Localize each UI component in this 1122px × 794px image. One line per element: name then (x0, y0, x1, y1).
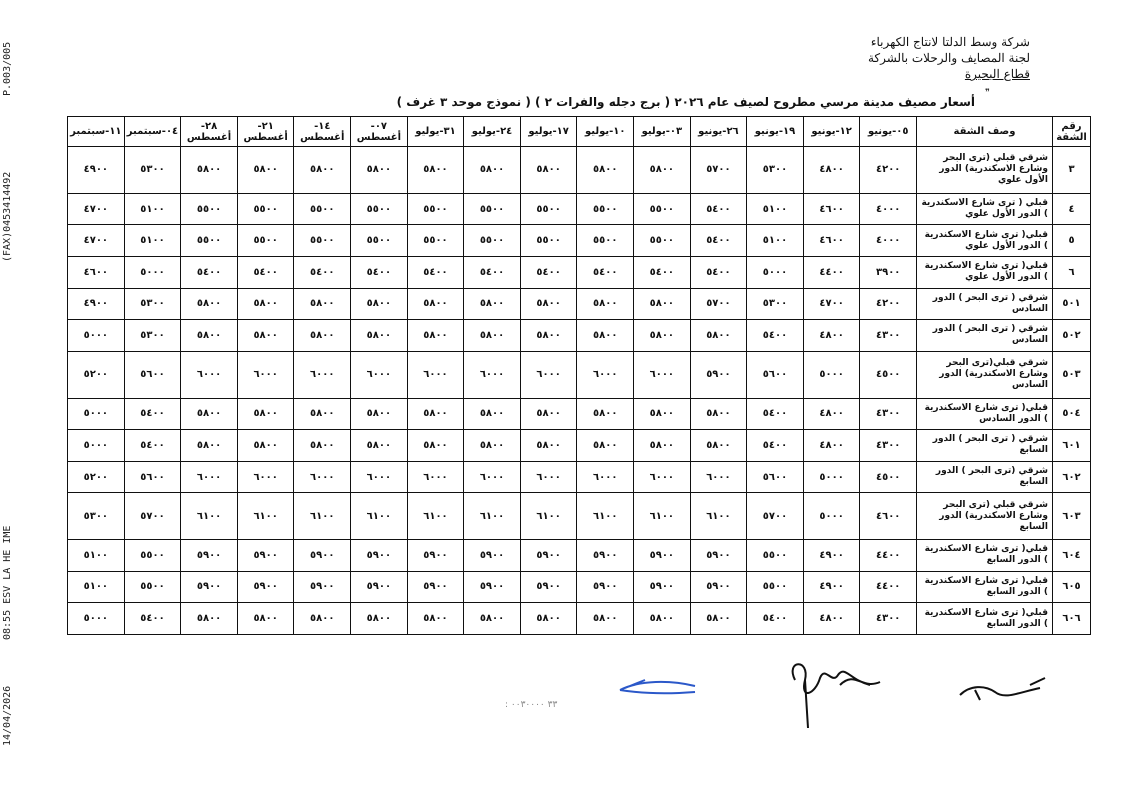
price-cell: ٤٦٠٠ (68, 256, 125, 288)
table-row (68, 147, 1091, 194)
price-cell: ٤٨٠٠ (803, 430, 860, 462)
price-cell: ٥٠٠٠ (747, 256, 804, 288)
price-cell: ٥٧٠٠ (747, 493, 804, 540)
price-cell: ٥٨٠٠ (181, 430, 238, 462)
price-cell: ٤٣٠٠ (860, 430, 917, 462)
price-cell: ٥٩٠٠ (181, 540, 238, 572)
price-cell: ٥٠٠٠ (124, 256, 181, 288)
price-cell: ٥٨٠٠ (237, 147, 294, 194)
table-row (68, 571, 1091, 603)
fax-number: (FAX)0453414492 (2, 171, 13, 262)
price-cell: ٥٠٠٠ (68, 603, 125, 635)
table-header-row (68, 117, 1091, 147)
price-cell: ٥٥٠٠ (181, 225, 238, 257)
price-cell: ٥٧٠٠ (690, 288, 747, 320)
price-cell: ٥٨٠٠ (577, 288, 634, 320)
price-cell: ٥٩٠٠ (464, 540, 521, 572)
price-cell: ٦١٠٠ (237, 493, 294, 540)
price-cell: ٦٠٠٠ (464, 351, 521, 398)
header-week-date: ١٧-يوليو (520, 117, 577, 147)
table-row (68, 320, 1091, 352)
price-cell: ٥٤٠٠ (124, 430, 181, 462)
price-cell: ٦٠٠٠ (577, 351, 634, 398)
price-cell: ٥٥٠٠ (634, 225, 691, 257)
price-cell: ٤٨٠٠ (803, 147, 860, 194)
price-cell: ٥٨٠٠ (181, 147, 238, 194)
price-cell: ٥٩٠٠ (577, 571, 634, 603)
price-cell: ٥٢٠٠ (68, 351, 125, 398)
sector-name: قطاع البحيرة (964, 67, 1030, 81)
price-cell: ٥٨٠٠ (634, 288, 691, 320)
price-cell: ٦١٠٠ (690, 493, 747, 540)
unit-number-cell: ٦٠٤ (1053, 540, 1091, 572)
table-row (68, 540, 1091, 572)
price-cell: ٥٤٠٠ (520, 256, 577, 288)
price-cell: ٥٥٠٠ (747, 571, 804, 603)
price-cell: ٦٠٠٠ (181, 461, 238, 493)
price-cell: ٤٤٠٠ (803, 256, 860, 288)
price-cell: ٥٨٠٠ (351, 430, 408, 462)
price-cell: ٥٨٠٠ (407, 398, 464, 430)
price-cell: ٥٨٠٠ (351, 398, 408, 430)
price-cell: ٥٥٠٠ (577, 225, 634, 257)
price-cell: ٥٥٠٠ (464, 225, 521, 257)
price-cell: ٥٨٠٠ (520, 603, 577, 635)
price-cell: ٥٨٠٠ (237, 320, 294, 352)
price-cell: ٥٨٠٠ (464, 430, 521, 462)
price-cell: ٤٣٠٠ (860, 398, 917, 430)
price-cell: ٦١٠٠ (181, 493, 238, 540)
price-cell: ٥٨٠٠ (577, 398, 634, 430)
price-cell: ٥٨٠٠ (464, 603, 521, 635)
letterhead (868, 34, 1030, 82)
unit-description-cell: شرقي (ترى البحر ) الدور السابع (917, 461, 1053, 493)
price-cell: ٥٨٠٠ (407, 430, 464, 462)
price-cell: ٥٩٠٠ (181, 571, 238, 603)
price-cell: ٥٨٠٠ (237, 603, 294, 635)
price-cell: ٥٨٠٠ (294, 147, 351, 194)
unit-description-cell: شرقي ( ترى البحر ) الدور السادس (917, 288, 1053, 320)
price-cell: ٥٣٠٠ (124, 147, 181, 194)
price-cell: ٤٤٠٠ (860, 540, 917, 572)
price-cell: ٦١٠٠ (520, 493, 577, 540)
price-cell: ٥١٠٠ (124, 225, 181, 257)
price-cell: ٥٤٠٠ (181, 256, 238, 288)
price-cell: ٤٥٠٠ (860, 351, 917, 398)
price-cell: ٥٥٠٠ (464, 193, 521, 225)
price-cell: ٥٤٠٠ (634, 256, 691, 288)
price-cell: ٥٨٠٠ (181, 603, 238, 635)
price-cell: ٥٨٠٠ (520, 430, 577, 462)
price-cell: ٤٩٠٠ (803, 571, 860, 603)
price-cell: ٥٩٠٠ (464, 571, 521, 603)
price-cell: ٤٩٠٠ (803, 540, 860, 572)
table-row (68, 193, 1091, 225)
price-cell: ٥٨٠٠ (407, 288, 464, 320)
price-cell: ٦٠٠٠ (634, 351, 691, 398)
price-cell: ٥٨٠٠ (407, 147, 464, 194)
unit-description-cell: قبلي( ترى شارع الاسكندرية ) الدور الأول علوي (917, 256, 1053, 288)
unit-description-cell: شرقي ( ترى البحر ) الدور السادس (917, 320, 1053, 352)
price-cell: ٥٥٠٠ (520, 225, 577, 257)
signature-center (793, 664, 880, 728)
faint-stamp-text: : ٣٣ ٠٠٣٠٠٠٠ (505, 700, 558, 710)
table-row (68, 430, 1091, 462)
unit-number-cell: ٦ (1053, 256, 1091, 288)
table-row (68, 351, 1091, 398)
price-cell: ٥٥٠٠ (634, 193, 691, 225)
price-cell: ٥٤٠٠ (690, 256, 747, 288)
header-week-date: ٢٦-يونيو (690, 117, 747, 147)
header-week-date: ٠٧-أغسطس (351, 117, 408, 147)
unit-number-cell: ٥ (1053, 225, 1091, 257)
price-cell: ٦٠٠٠ (237, 461, 294, 493)
price-cell: ٥٩٠٠ (690, 571, 747, 603)
price-cell: ٥١٠٠ (68, 540, 125, 572)
price-cell: ٤٢٠٠ (860, 147, 917, 194)
price-cell: ٤٦٠٠ (860, 493, 917, 540)
price-cell: ٥٩٠٠ (351, 571, 408, 603)
price-cell: ٥٤٠٠ (464, 256, 521, 288)
price-cell: ٥٩٠٠ (351, 540, 408, 572)
unit-number-cell: ٥٠٤ (1053, 398, 1091, 430)
price-cell: ٥٤٠٠ (747, 603, 804, 635)
table-row (68, 603, 1091, 635)
price-cell: ٥٨٠٠ (634, 320, 691, 352)
header-week-date: ١١-سبتمبر (68, 117, 125, 147)
price-cell: ٦١٠٠ (407, 493, 464, 540)
price-cell: ٥٥٠٠ (577, 193, 634, 225)
price-cell: ٥٤٠٠ (747, 430, 804, 462)
prices-table (67, 116, 1091, 635)
price-cell: ٥١٠٠ (124, 193, 181, 225)
price-cell: ٥٨٠٠ (464, 320, 521, 352)
unit-number-cell: ٦٠٢ (1053, 461, 1091, 493)
price-cell: ٥٨٠٠ (237, 430, 294, 462)
price-cell: ٥٨٠٠ (690, 320, 747, 352)
price-cell: ٥٤٠٠ (124, 603, 181, 635)
price-cell: ٥١٠٠ (747, 225, 804, 257)
table-row (68, 398, 1091, 430)
price-cell: ٥٨٠٠ (577, 147, 634, 194)
price-cell: ٦٠٠٠ (690, 461, 747, 493)
header-week-date: ٢٤-يوليو (464, 117, 521, 147)
price-cell: ٥٥٠٠ (351, 193, 408, 225)
table-row (68, 288, 1091, 320)
price-cell: ٤٨٠٠ (803, 603, 860, 635)
price-cell: ٤٩٠٠ (68, 147, 125, 194)
price-cell: ٥٠٠٠ (68, 430, 125, 462)
price-cell: ٥٩٠٠ (634, 571, 691, 603)
price-cell: ٥٤٠٠ (690, 193, 747, 225)
unit-number-cell: ٥٠٣ (1053, 351, 1091, 398)
price-cell: ٤٧٠٠ (803, 288, 860, 320)
header-week-date: ٣١-يوليو (407, 117, 464, 147)
price-cell: ٥٦٠٠ (124, 351, 181, 398)
price-cell: ٥٣٠٠ (747, 288, 804, 320)
price-cell: ٥٨٠٠ (634, 398, 691, 430)
price-cell: ٤٤٠٠ (860, 571, 917, 603)
price-cell: ٥٨٠٠ (520, 147, 577, 194)
price-cell: ٥٤٠٠ (294, 256, 351, 288)
header-week-date: ٢٨-أغسطس (181, 117, 238, 147)
price-cell: ٥٦٠٠ (747, 351, 804, 398)
price-cell: ٥٨٠٠ (351, 147, 408, 194)
price-cell: ٥٥٠٠ (407, 225, 464, 257)
price-cell: ٣٩٠٠ (860, 256, 917, 288)
header-week-date: ١٠-يوليو (577, 117, 634, 147)
price-cell: ٥٠٠٠ (68, 320, 125, 352)
fax-time: 08:55 ESV LA HE IME (2, 525, 13, 640)
price-cell: ٥٨٠٠ (237, 398, 294, 430)
price-cell: ٤٨٠٠ (803, 398, 860, 430)
committee-name: لجنة المصايف والرحلات بالشركة (867, 51, 1030, 65)
price-cell: ٥٨٠٠ (464, 398, 521, 430)
unit-number-cell: ٦٠٣ (1053, 493, 1091, 540)
price-cell: ٦٠٠٠ (634, 461, 691, 493)
header-week-date: ١٤-أغسطس (294, 117, 351, 147)
fax-date: 14/04/2026 (2, 685, 13, 746)
price-cell: ٥٨٠٠ (464, 147, 521, 194)
price-cell: ٤٣٠٠ (860, 320, 917, 352)
price-cell: ٥٩٠٠ (294, 571, 351, 603)
header-week-date: ١٢-يونيو (803, 117, 860, 147)
price-cell: ٦٠٠٠ (294, 351, 351, 398)
price-cell: ٥٤٠٠ (237, 256, 294, 288)
price-cell: ٤٦٠٠ (803, 193, 860, 225)
price-cell: ٥٨٠٠ (634, 147, 691, 194)
price-cell: ٦١٠٠ (294, 493, 351, 540)
unit-number-cell: ٥٠١ (1053, 288, 1091, 320)
price-cell: ٥٥٠٠ (237, 225, 294, 257)
unit-number-cell: ٣ (1053, 147, 1091, 194)
price-cell: ٥٦٠٠ (747, 461, 804, 493)
price-cell: ٥٨٠٠ (577, 603, 634, 635)
unit-description-cell: قبلي ( ترى شارع الاسكندرية ) الدور الأول علوي (917, 193, 1053, 225)
header-week-date: ٠٤-سبتمبر (124, 117, 181, 147)
unit-description-cell: قبلي( ترى شارع الاسكندرية ) الدور السابع (917, 540, 1053, 572)
price-cell: ٥٨٠٠ (351, 288, 408, 320)
price-cell: ٤٧٠٠ (68, 225, 125, 257)
price-cell: ٥٩٠٠ (690, 540, 747, 572)
price-cell: ٥٩٠٠ (407, 571, 464, 603)
price-cell: ٥٨٠٠ (577, 430, 634, 462)
price-cell: ٥٨٠٠ (351, 320, 408, 352)
unit-number-cell: ٦٠٦ (1053, 603, 1091, 635)
price-cell: ٦٠٠٠ (520, 351, 577, 398)
price-cell: ٥٠٠٠ (803, 493, 860, 540)
price-cell: ٥٣٠٠ (68, 493, 125, 540)
price-cell: ٦٠٠٠ (520, 461, 577, 493)
price-cell: ٥٠٠٠ (803, 461, 860, 493)
price-cell: ٥٨٠٠ (577, 320, 634, 352)
price-cell: ٤٨٠٠ (803, 320, 860, 352)
price-cell: ٦١٠٠ (464, 493, 521, 540)
price-cell: ٦٠٠٠ (351, 351, 408, 398)
price-cell: ٥٨٠٠ (690, 603, 747, 635)
price-cell: ٥٩٠٠ (634, 540, 691, 572)
price-cell: ٥٤٠٠ (407, 256, 464, 288)
table-row (68, 461, 1091, 493)
price-cell: ٦٠٠٠ (464, 461, 521, 493)
price-cell: ٥٧٠٠ (124, 493, 181, 540)
price-cell: ٥٥٠٠ (294, 225, 351, 257)
price-cell: ٥٨٠٠ (634, 430, 691, 462)
price-cell: ٥٤٠٠ (747, 398, 804, 430)
price-cell: ٦٠٠٠ (407, 351, 464, 398)
company-name: شركة وسط الدلتا لانتاج الكهرباء (870, 35, 1030, 49)
unit-description-cell: شرقي ( ترى البحر ) الدور السابع (917, 430, 1053, 462)
quote-mark: ❞ (985, 88, 990, 98)
price-cell: ٥٩٠٠ (407, 540, 464, 572)
price-cell: ٥٨٠٠ (634, 603, 691, 635)
price-cell: ٥٥٠٠ (181, 193, 238, 225)
price-cell: ٥٨٠٠ (464, 288, 521, 320)
price-cell: ٥٨٠٠ (181, 398, 238, 430)
table-row (68, 493, 1091, 540)
price-cell: ٤٦٠٠ (803, 225, 860, 257)
price-cell: ٥٨٠٠ (181, 288, 238, 320)
price-cell: ٥٥٠٠ (124, 571, 181, 603)
unit-description-cell: شرقي قبلي (ترى البحر وشارع الاسكندرية) الدور السابع (917, 493, 1053, 540)
unit-description-cell: قبلي( ترى شارع الاسكندرية ) الدور السابع (917, 603, 1053, 635)
signatures-area (600, 650, 1070, 730)
price-cell: ٤٢٠٠ (860, 288, 917, 320)
unit-description-cell: قبلي( ترى شارع الاسكندرية ) الدور السابع (917, 571, 1053, 603)
price-cell: ٥٤٠٠ (747, 320, 804, 352)
price-cell: ٥٣٠٠ (747, 147, 804, 194)
price-cell: ٦٠٠٠ (407, 461, 464, 493)
price-cell: ٥٥٠٠ (747, 540, 804, 572)
price-cell: ٥٨٠٠ (294, 320, 351, 352)
price-cell: ٥٨٠٠ (407, 320, 464, 352)
price-cell: ٤٠٠٠ (860, 193, 917, 225)
price-cell: ٥٦٠٠ (124, 461, 181, 493)
price-cell: ٥٨٠٠ (351, 603, 408, 635)
price-cell: ٥٨٠٠ (181, 320, 238, 352)
price-cell: ٦٠٠٠ (181, 351, 238, 398)
price-cell: ٥٨٠٠ (294, 398, 351, 430)
price-cell: ٥٨٠٠ (520, 398, 577, 430)
unit-description-cell: شرقي قبلي(ترى البحر وشارع الاسكندرية) الدور السادس (917, 351, 1053, 398)
unit-number-cell: ٥٠٢ (1053, 320, 1091, 352)
fax-page-number: P.003/005 (2, 41, 13, 96)
header-week-date: ١٩-يونيو (747, 117, 804, 147)
price-cell: ٥٩٠٠ (577, 540, 634, 572)
price-cell: ٥٥٠٠ (351, 225, 408, 257)
price-cell: ٥٨٠٠ (294, 430, 351, 462)
price-cell: ٥١٠٠ (68, 571, 125, 603)
price-cell: ٥٨٠٠ (294, 288, 351, 320)
header-unit-number: رقم الشقة (1053, 117, 1091, 147)
price-cell: ٥٩٠٠ (237, 540, 294, 572)
price-cell: ٥٨٠٠ (294, 603, 351, 635)
price-cell: ٥٩٠٠ (237, 571, 294, 603)
price-cell: ٥٥٠٠ (237, 193, 294, 225)
price-cell: ٦١٠٠ (351, 493, 408, 540)
unit-number-cell: ٦٠١ (1053, 430, 1091, 462)
price-cell: ٥٨٠٠ (520, 288, 577, 320)
price-cell: ٦٠٠٠ (294, 461, 351, 493)
price-cell: ٥٥٠٠ (124, 540, 181, 572)
price-cell: ٤٠٠٠ (860, 225, 917, 257)
price-cell: ٤٩٠٠ (68, 288, 125, 320)
price-cell: ٥٥٠٠ (294, 193, 351, 225)
header-week-date: ٠٥-يونيو (860, 117, 917, 147)
signature-right (960, 678, 1045, 700)
signature-blue (620, 680, 695, 693)
price-cell: ٤٥٠٠ (860, 461, 917, 493)
unit-number-cell: ٦٠٥ (1053, 571, 1091, 603)
price-cell: ٥٨٠٠ (520, 320, 577, 352)
price-cell: ٦٠٠٠ (577, 461, 634, 493)
unit-description-cell: قبلي( ترى شارع الاسكندرية ) الدور السادس (917, 398, 1053, 430)
price-cell: ٥٣٠٠ (124, 288, 181, 320)
price-cell: ٥٤٠٠ (690, 225, 747, 257)
price-cell: ٥٤٠٠ (577, 256, 634, 288)
price-cell: ٥٠٠٠ (68, 398, 125, 430)
price-cell: ٥٤٠٠ (351, 256, 408, 288)
table-row (68, 256, 1091, 288)
price-cell: ٤٣٠٠ (860, 603, 917, 635)
table-row (68, 225, 1091, 257)
price-cell: ٥٩٠٠ (520, 571, 577, 603)
price-cell: ٥٨٠٠ (407, 603, 464, 635)
price-cell: ٦١٠٠ (577, 493, 634, 540)
price-cell: ٥٧٠٠ (690, 147, 747, 194)
price-cell: ٦١٠٠ (634, 493, 691, 540)
price-cell: ٥٤٠٠ (124, 398, 181, 430)
price-cell: ٥٢٠٠ (68, 461, 125, 493)
price-cell: ٥٩٠٠ (520, 540, 577, 572)
price-cell: ٥٨٠٠ (690, 398, 747, 430)
price-cell: ٥١٠٠ (747, 193, 804, 225)
price-cell: ٥٠٠٠ (803, 351, 860, 398)
price-cell: ٥٨٠٠ (237, 288, 294, 320)
price-cell: ٦٠٠٠ (351, 461, 408, 493)
price-cell: ٥٣٠٠ (124, 320, 181, 352)
unit-number-cell: ٤ (1053, 193, 1091, 225)
price-cell: ٦٠٠٠ (237, 351, 294, 398)
price-cell: ٥٨٠٠ (690, 430, 747, 462)
price-cell: ٤٧٠٠ (68, 193, 125, 225)
header-week-date: ٠٣-يوليو (634, 117, 691, 147)
header-week-date: ٢١-أغسطس (237, 117, 294, 147)
price-cell: ٥٥٠٠ (520, 193, 577, 225)
price-cell: ٥٩٠٠ (294, 540, 351, 572)
table-body (68, 147, 1091, 635)
document-title: أسعار مصيف مدينة مرسي مطروح لصيف عام ٢٠٢٦ ( برج دجله والفرات ٢ ) ( نموذج موحد ٣ غرف ) (396, 95, 975, 109)
header-unit-description: وصف الشقة (917, 117, 1053, 147)
price-cell: ٥٥٠٠ (407, 193, 464, 225)
unit-description-cell: قبلي( ترى شارع الاسكندرية ) الدور الأول علوي (917, 225, 1053, 257)
unit-description-cell: شرقي قبلي (ترى البحر وشارع الاسكندرية) الدور الأول علوي (917, 147, 1053, 194)
price-cell: ٥٩٠٠ (690, 351, 747, 398)
